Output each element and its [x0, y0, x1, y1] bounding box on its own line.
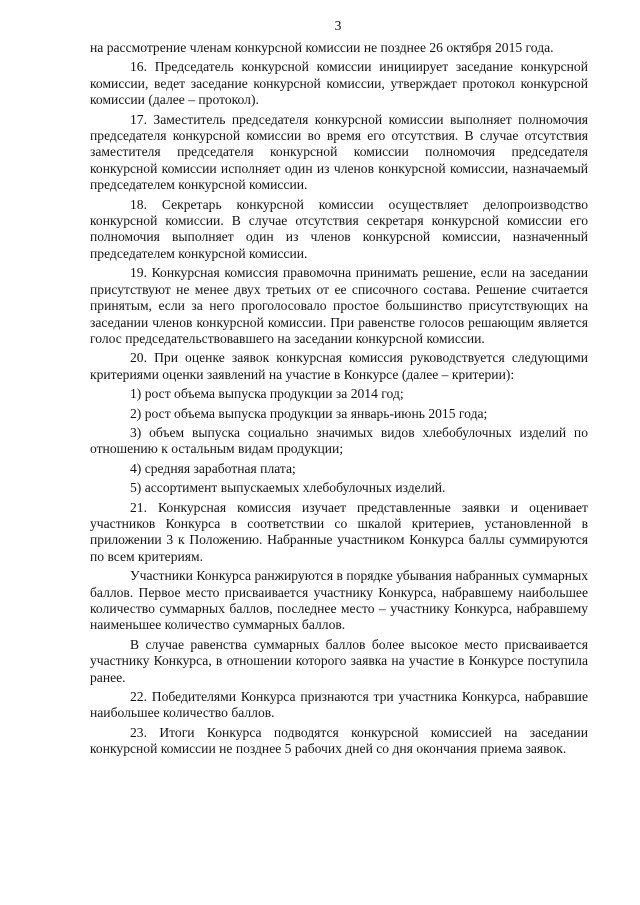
paragraph-ranking: Участники Конкурса ранжируются в порядке убывания набранных суммарных баллов. Первое место присваивается участнику Конкурса, набравшему наибольшее количество суммарных баллов, последнее место – участнику Конкурса, набравшему наименьшее количество суммарных баллов. [90, 568, 588, 633]
criteria-item-5: 5) ассортимент выпускаемых хлебобулочных изделий. [130, 480, 446, 496]
paragraph-18: 18. Секретарь конкурсной комиссии осуществляет делопроизводство конкурсной комиссии. В случае отсутствия секретаря конкурсной комиссии его полномочия выполняет один из членов конкурсной комиссии, назначенный председателем конкурсной комиссии. [90, 196, 588, 261]
page-number: 3 [334, 18, 342, 33]
criteria-item-1: 1) рост объема выпуска продукции за 2014 год; [130, 386, 404, 402]
paragraph-22: 22. Победителями Конкурса признаются три участника Конкурса, набравшие наибольшее количество баллов. [90, 689, 588, 721]
criteria-item-2: 2) рост объема выпуска продукции за январь-июнь 2015 года; [130, 405, 488, 421]
paragraph-continuation: на рассмотрение членам конкурсной комиссии не позднее 26 октября 2015 года. [90, 40, 554, 55]
document-body [90, 40, 588, 761]
paragraph-16: 16. Председатель конкурсной комиссии инициирует заседание конкурсной комиссии, ведет заседание конкурсной комиссии, утверждает протокол конкурсной комиссии (далее – протокол). [90, 59, 588, 108]
paragraph-20: 20. При оценке заявок конкурсная комиссия руководствуется следующими критериями оценки заявлений на участие в Конкурсе (далее – критерии): [90, 350, 588, 382]
paragraph-19: 19. Конкурсная комиссия правомочна принимать решение, если на заседании присутствуют не менее двух третьих от ее списочного состава. Решение считается принятым, если за него проголосовало простое большинство присутствующих на заседании членов конкурсной комиссии. При равенстве голосов решающим является голос председательствовавшего на заседании конкурсной комиссии. [90, 265, 588, 346]
paragraph-23: 23. Итоги Конкурса подводятся конкурсной комиссией на заседании конкурсной комиссии не позднее 5 рабочих дней со дня окончания приема заявок. [90, 724, 588, 757]
criteria-item-3: 3) объем выпуска социально значимых видов хлебобулочных изделий по отношению к остальным видам продукции; [90, 424, 588, 457]
paragraph-17: 17. Заместитель председателя конкурсной комиссии выполняет полномочия председателя конкурсной комиссии во время его отсутствия. В случае отсутствия заместителя председателя конкурсной комиссии полномочия председателя конкурсной комиссии исполняет один из членов конкурсной комиссии, назначаемый председателем конкурсной комиссии. [90, 111, 588, 193]
criteria-item-4: 4) средняя заработная плата; [130, 460, 296, 476]
paragraph-21: 21. Конкурсная комиссия изучает представленные заявки и оценивает участников Конкурса в соответствии со шкалой критериев, установленной в приложении 3 к Положению. Набранные участником Конкурса баллы суммируются по всем критериям. [90, 499, 588, 564]
paragraph-tie-break: В случае равенства суммарных баллов более высокое место присваивается участнику Конкурса, в отношении которого заявка на участие в Конкурсе поступила ранее. [90, 636, 588, 685]
